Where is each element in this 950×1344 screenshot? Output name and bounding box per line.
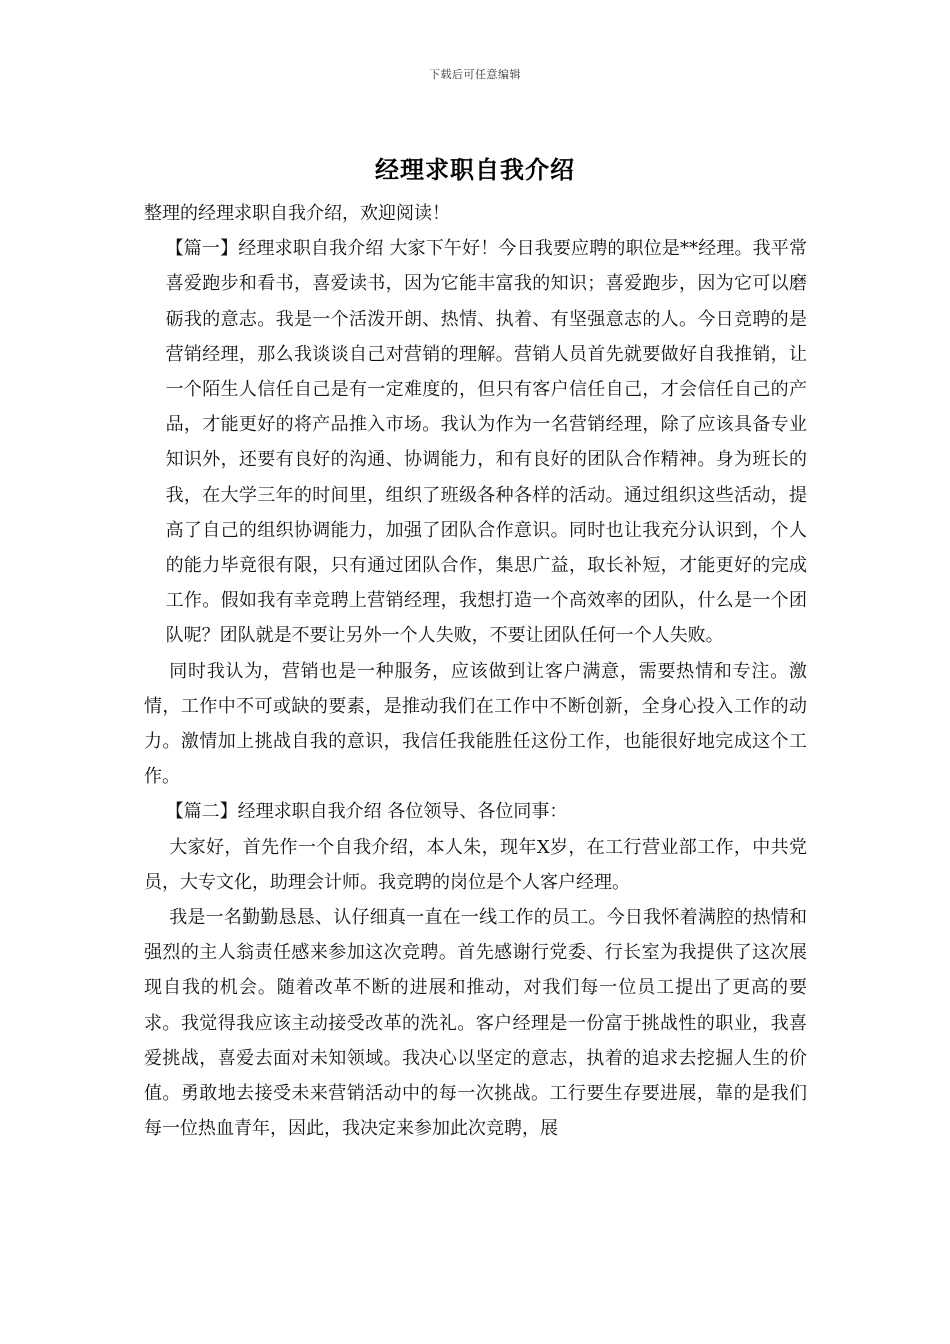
section-two-heading: 【篇二】经理求职自我介绍 各位领导、各位同事：	[165, 801, 568, 823]
section-one-paragraph: 【篇一】经理求职自我介绍 大家下午好！今日我要应聘的职位是**经理。我平常喜爱跑步和看书，喜爱读书，因为它能丰富我的知识；喜爱跑步，因为它可以磨砺我的意志。我是一个活泼开朗、热情、执着、有坚强意志的人。今日竞聘的是营销经理，那么我谈谈自己对营销的理解。营销人员首先就要做好自我推销，让一个陌生人信任自己是有一定难度的，但只有客户信任自己，才会信任自己的产品，才能更好的将产品推入市场。我认为作为一名营销经理，除了应该具备专业知识外，还要有良好的沟通、协调能力，和有良好的团队合作精神。身为班长的我，在大学三年的时间里，组织了班级各种各样的活动。通过组织这些活动，提高了自己的组织协调能力，加强了团队合作意识。同时也让我充分认识到，个人的能力毕竟很有限，只有通过团队合作，集思广益，取长补短，才能更好的完成工作。假如我有幸竞聘上营销经理，我想打造一个高效率的团队，什么是一个团队呢？团队就是不要让另外一个人失败，不要让团队任何一个人失败。	[165, 238, 807, 647]
intro-paragraph: 整理的经理求职自我介绍，欢迎阅读！	[144, 203, 450, 224]
header-note: 下载后可任意编辑	[429, 68, 521, 81]
document-body	[144, 196, 807, 1146]
section-one-paragraph-2: 同时我认为，营销也是一种服务，应该做到让客户满意，需要热情和专注。激情，工作中不可或缺的要素，是推动我们在工作中不断创新，全身心投入工作的动力。激情加上挑战自我的意识，我信任我能胜任这份工作，也能很好地完成这个工作。	[144, 660, 807, 788]
document-title: 经理求职自我介绍	[375, 155, 575, 184]
section-two-paragraph-2: 我是一名勤勤恳恳、认仔细真一直在一线工作的员工。今日我怀着满腔的热情和强烈的主人翁责任感来参加这次竞聘。首先感谢行党委、行长室为我提供了这次展现自我的机会。随着改革不断的进展和推动，对我们每一位员工提出了更高的要求。我觉得我应该主动接受改革的洗礼。客户经理是一份富于挑战性的职业，我喜爱挑战，喜爱去面对未知领域。我决心以坚定的意志，执着的追求去挖掘人生的价值。勇敢地去接受未来营销活动中的每一次挑战。工行要生存要进展，靠的是我们每一位热血青年，因此，我决定来参加此次竞聘，展	[144, 907, 807, 1140]
section-two-paragraph-1: 大家好，首先作一个自我介绍，本人朱，现年X岁，在工行营业部工作，中共党员，大专文化，助理会计师。我竞聘的岗位是个人客户经理。	[144, 836, 807, 893]
